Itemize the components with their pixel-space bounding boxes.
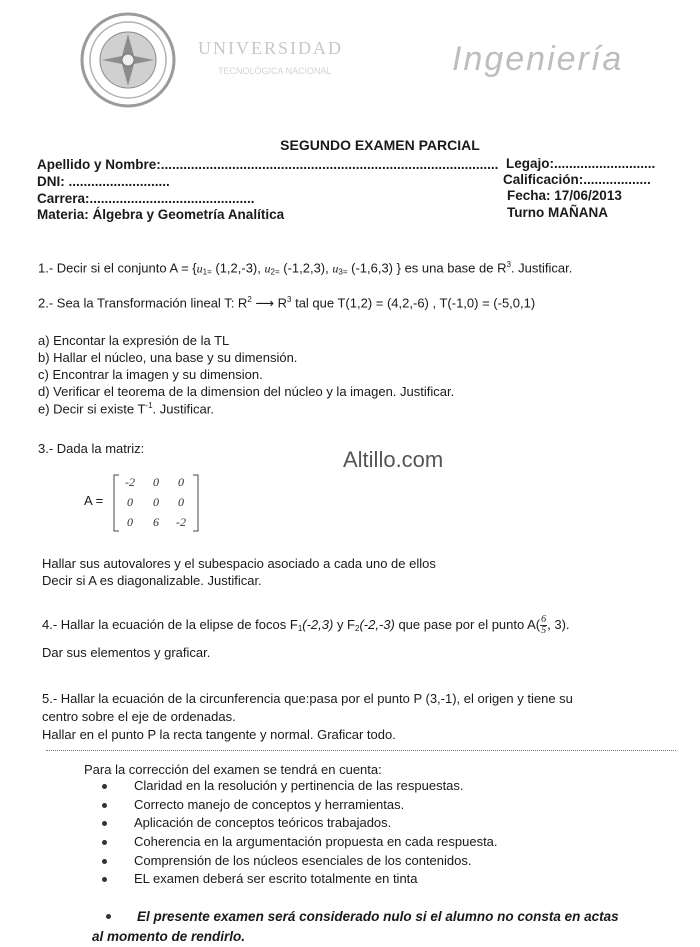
criteria-text: Comprensión de los núcleos esenciales de los contenidos. bbox=[134, 852, 472, 868]
q4-focus1: (-2,3) bbox=[302, 616, 334, 632]
q5-line-3: Hallar en el punto P la recta tangente y normal. Graficar todo. bbox=[42, 727, 396, 742]
dotted-separator bbox=[46, 750, 676, 751]
q2-item-a: a) Encontar la expresión de la TL bbox=[38, 333, 230, 348]
q2-sup-codomain: 3 bbox=[287, 295, 292, 304]
criteria-text: Coherencia en la argumentación propuesta en cada respuesta. bbox=[134, 834, 498, 850]
final-note-line-2: al momento de rendirlo. bbox=[92, 929, 246, 944]
criteria-text: Claridad en la resolución y pertinencia de las respuestas. bbox=[134, 778, 464, 793]
field-apellido: Apellido y Nombre:.......................................................................................... bbox=[37, 157, 499, 172]
q3-intro: 3.- Dada la matriz: bbox=[38, 441, 145, 456]
matrix-cell: 0 bbox=[127, 515, 133, 529]
field-carrera: Carrera:............................................ bbox=[37, 191, 255, 206]
q2-item-b: b) Hallar el núcleo, una base y su dimensión. bbox=[38, 350, 298, 365]
list-item bbox=[100, 871, 498, 890]
question-2 bbox=[38, 295, 535, 311]
q2-e-prefix: e) Decir si existe T bbox=[38, 401, 146, 417]
matrix-cell: 0 bbox=[127, 495, 133, 509]
q5-line-1: 5.- Hallar la ecuación de la circunferencia que:pasa por el punto P (3,-1), el origen y tiene su bbox=[42, 691, 573, 706]
q4-focus1-subscript: 1 bbox=[297, 623, 303, 633]
bullet-icon bbox=[102, 821, 107, 826]
u1-subscript: 1= bbox=[202, 267, 212, 277]
final-note-text-1: El presente examen será considerado nulo si el alumno no consta en actas bbox=[137, 909, 619, 924]
criteria-text: Correcto manejo de conceptos y herramientas. bbox=[134, 796, 405, 812]
q2-suffix: tal que T(1,2) = (4,2,-6) , T(-1,0) = (-5,0,1) bbox=[291, 295, 536, 311]
matrix-cell: -2 bbox=[125, 475, 135, 489]
criteria-text: EL examen deberá ser escrito totalmente en tinta bbox=[134, 871, 418, 887]
field-turno: Turno MAÑANA bbox=[507, 205, 608, 220]
bullet-icon bbox=[102, 803, 107, 808]
final-note-line-1 bbox=[92, 907, 692, 927]
vector-u2: u bbox=[264, 261, 271, 276]
fraction-denominator: 5 bbox=[541, 625, 547, 636]
u3-subscript: 3= bbox=[338, 267, 348, 277]
q4-focus2: (-2,-3) bbox=[359, 616, 395, 632]
bullet-icon bbox=[102, 859, 107, 864]
q4-part-2: y F bbox=[333, 616, 355, 632]
q4-line-2: Dar sus elementos y graficar. bbox=[42, 645, 211, 660]
watermark-text: Altillo.com bbox=[343, 447, 444, 472]
university-name: UNIVERSIDAD bbox=[198, 38, 343, 58]
field-fecha: Fecha: 17/06/2013 bbox=[507, 188, 622, 203]
q2-e-superscript: -1 bbox=[145, 401, 153, 410]
bullet-icon bbox=[102, 877, 107, 882]
university-subtitle: TECNOLÓGICA NACIONAL bbox=[218, 66, 332, 76]
fraction-numerator: 6 bbox=[541, 614, 547, 625]
list-item bbox=[100, 797, 498, 816]
q1-suffix: . Justificar. bbox=[510, 260, 573, 276]
field-materia: Materia: Álgebra y Geometría Analítica bbox=[37, 207, 285, 222]
field-dni: DNI: ........................... bbox=[37, 174, 170, 189]
u2-value: (-1,2,3), bbox=[279, 260, 333, 276]
matrix-cell: 0 bbox=[178, 495, 184, 509]
q2-item-e bbox=[38, 401, 214, 416]
u3-value: (-1,6,3) } es una base de R bbox=[347, 260, 507, 276]
list-item bbox=[100, 815, 498, 834]
university-seal-logo bbox=[78, 10, 178, 110]
vector-u3: u bbox=[332, 261, 339, 276]
q4-part-1: 4.- Hallar la ecuación de la elipse de focos F bbox=[42, 616, 298, 632]
q1-prefix: 1.- Decir si el conjunto A = { bbox=[38, 260, 197, 276]
q5-line-2: centro sobre el eje de ordenadas. bbox=[42, 709, 236, 724]
q2-e-suffix: . Justificar. bbox=[152, 401, 214, 417]
field-calificacion: Calificación:.................. bbox=[503, 172, 651, 187]
matrix-a bbox=[113, 473, 199, 533]
q4-part-4: , 3). bbox=[547, 616, 570, 632]
question-1 bbox=[38, 260, 572, 276]
u1-value: (1,2,-3), bbox=[211, 260, 265, 276]
u2-subscript: 2= bbox=[270, 267, 280, 277]
list-item bbox=[100, 853, 498, 872]
q3-line-1: Hallar sus autovalores y el subespacio asociado a cada uno de ellos bbox=[42, 556, 436, 571]
final-note bbox=[92, 907, 692, 947]
matrix-cell: 0 bbox=[178, 475, 184, 489]
exam-title: SEGUNDO EXAMEN PARCIAL bbox=[280, 137, 480, 153]
q1-superscript: 3 bbox=[506, 260, 511, 269]
q2-prefix: 2.- Sea la Transformación lineal T: R bbox=[38, 295, 248, 311]
matrix-cell: 0 bbox=[153, 495, 159, 509]
matrix-label: A = bbox=[84, 493, 104, 508]
q2-sup-domain: 2 bbox=[247, 295, 252, 304]
q2-arrow: ⟶ R bbox=[251, 295, 288, 311]
field-legajo: Legajo:........................... bbox=[506, 156, 656, 171]
bullet-icon bbox=[102, 840, 107, 845]
q2-item-c: c) Encontrar la imagen y su dimension. bbox=[38, 367, 263, 382]
faculty-title: Ingeniería bbox=[452, 40, 624, 78]
list-item bbox=[100, 834, 498, 853]
criteria-title: Para la corrección del examen se tendrá en cuenta: bbox=[84, 762, 382, 777]
q4-focus2-subscript: 2 bbox=[355, 623, 360, 633]
criteria-text: Aplicación de conceptos teóricos trabajados. bbox=[134, 815, 392, 831]
criteria-list bbox=[100, 778, 498, 890]
matrix-cell: 0 bbox=[153, 475, 159, 489]
q2-item-d: d) Verificar el teorema de la dimension del núcleo y la imagen. Justificar. bbox=[38, 384, 455, 399]
matrix-cell: -2 bbox=[176, 515, 186, 529]
q3-line-2: Decir si A es diagonalizable. Justificar. bbox=[42, 573, 262, 588]
list-item bbox=[100, 778, 498, 797]
bullet-icon bbox=[102, 784, 107, 789]
vector-u1: u bbox=[196, 261, 203, 276]
question-4 bbox=[42, 615, 570, 636]
bullet-icon bbox=[106, 914, 111, 919]
matrix-cell: 6 bbox=[153, 515, 159, 529]
q4-part-3: que pase por el punto A( bbox=[394, 616, 541, 632]
